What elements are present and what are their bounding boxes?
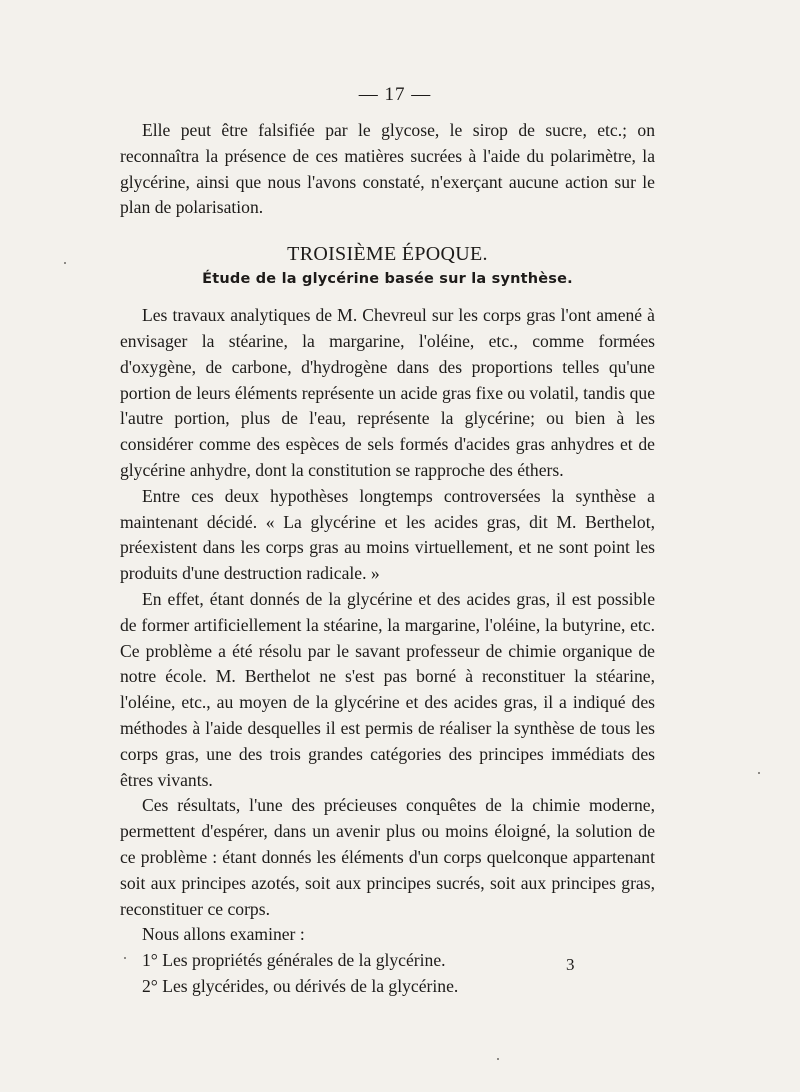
section-subtitle: Étude de la glycérine basée sur la synthèse. <box>202 271 573 288</box>
list-item: 1° Les propriétés générales de la glycérine. <box>142 950 446 971</box>
page-number: — 17 — <box>358 84 432 105</box>
paragraph-chevreul: Les travaux analytiques de M. Chevreul sur les corps gras l'ont amené à envisager la stéarine, la margarine, l'oléine, etc., comme formées d'oxygène, de carbone, d'hydrogène dans des proportions telles qu'une portion de leurs éléments représente un acide gras fixe ou volatil, tandis que l'autre portion, plus de l'eau, représente la glycérine; ou bien à les considérer comme des espèces de sels formés d'acides gras anhydres et de glycérine anhydre, dont la constitution se rapproche des éthers. <box>120 305 655 480</box>
intro-paragraph: Elle peut être falsifiée par le glycose, le sirop de sucre, etc.; on reconnaîtra la présence de ces matières sucrées à l'aide du polarimètre, la glycérine, ainsi que nous l'avons constaté, n'exerçant aucune action sur le plan de polarisation. <box>120 120 655 218</box>
paper-speck <box>64 262 66 264</box>
paragraph-examiner: Nous allons examiner : <box>142 924 305 945</box>
paper-speck <box>124 957 126 959</box>
paragraph-synthese: En effet, étant donnés de la glycérine et des acides gras, il est possible de former artificiellement la stéarine, la margarine, l'oléine, la butyrine, etc. Ce problème a été résolu par le savant professeur de chimie organique de notre école. M. Berthelot ne s'est pas borné à reconstituer la stéarine, l'oléine, etc., au moyen de la glycérine et des acides gras, il a indiqué des méthodes à l'aide desquelles il est permis de réaliser la synthèse de tous les corps gras, une des trois grandes catégories des principes immédiats des êtres vivants. <box>120 588 655 790</box>
paper-speck <box>497 1058 499 1060</box>
paragraph-resultats: Ces résultats, l'une des précieuses conquêtes de la chimie moderne, permettent d'espérer, dans un avenir plus ou moins éloigné, la solution de ce problème : étant donnés les éléments d'un corps quelconque appartenant soit aux principes azotés, soit aux principes sucrés, soit aux principes gras, reconstituer ce corps. <box>120 795 655 919</box>
body-text <box>120 118 655 1000</box>
section-title: TROISIÈME ÉPOQUE. <box>287 243 488 266</box>
signature-mark: 3 <box>566 955 575 974</box>
paragraph-hypotheses: Entre ces deux hypothèses longtemps controversées la synthèse a maintenant décidé. « La glycérine et les acides gras, dit M. Berthelot, préexistent dans les corps gras au moins virtuellement, et ne sont point les produits d'une destruction radicale. » <box>120 485 655 584</box>
paper-speck <box>758 772 760 774</box>
list-item: 2° Les glycérides, ou dérivés de la glycérine. <box>142 975 459 996</box>
